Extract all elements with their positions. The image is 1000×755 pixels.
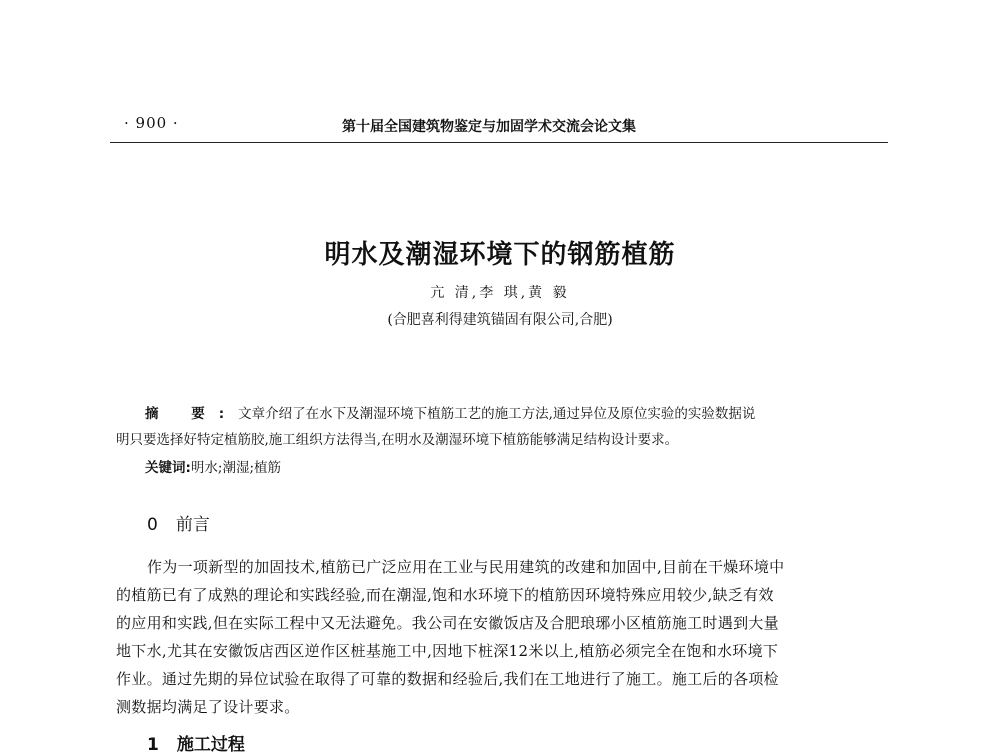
paragraph-line: 作业。通过先期的异位试验在取得了可靠的数据和经验后,我们在工地进行了施工。施工后的各项检	[116, 670, 779, 688]
abstract-line-1	[145, 402, 755, 422]
section-title: 施工过程	[176, 735, 245, 755]
paragraph-line: 作为一项新型的加固技术,植筋已广泛应用在工业与民用建筑的改建和加固中,目前在干燥环境中	[147, 558, 785, 576]
page-number: · 900 ·	[124, 114, 179, 132]
abstract-line-2: 明只要选择好特定植筋胶,施工组织方法得当,在明水及潮湿环境下植筋能够满足结构设计要求。	[116, 432, 679, 448]
section-title: 前言	[175, 515, 210, 535]
section-heading-introduction	[147, 510, 210, 535]
article-affiliation: (合肥喜利得建筑锚固有限公司,合肥)	[387, 312, 613, 328]
paragraph-line: 测数据均满足了设计要求。	[116, 698, 300, 716]
paragraph-line: 地下水,尤其在安徽饭店西区逆作区桩基施工中,因地下桩深12米以上,植筋必须完全在饱和水环境下	[116, 642, 779, 660]
abstract-text-1: 文章介绍了在水下及潮湿环境下植筋工艺的施工方法,通过异位及原位实验的实验数据说	[238, 406, 756, 422]
keywords	[145, 456, 281, 476]
section-number: 0	[147, 515, 158, 535]
header-rule	[110, 142, 888, 143]
journal-title: 第十届全国建筑物鉴定与加固学术交流会论文集	[342, 119, 636, 135]
keywords-text: 明水;潮湿;植筋	[190, 460, 282, 476]
abstract-label: 摘 要:	[145, 406, 239, 422]
section-number: 1	[147, 735, 159, 755]
article-title: 明水及潮湿环境下的钢筋植筋	[324, 240, 676, 270]
paragraph-line: 的植筋已有了成熟的理论和实践经验,而在潮湿,饱和水环境下的植筋因环境特殊应用较少,缺乏有效	[116, 586, 774, 604]
keywords-label: 关键词:	[145, 460, 191, 476]
article-authors: 亢 清,李 琪,黄 毅	[430, 285, 570, 301]
section-heading-construction	[147, 730, 245, 755]
paragraph-line: 的应用和实践,但在实际工程中又无法避免。我公司在安徽饭店及合肥琅琊小区植筋施工时遇到大量	[116, 614, 779, 632]
